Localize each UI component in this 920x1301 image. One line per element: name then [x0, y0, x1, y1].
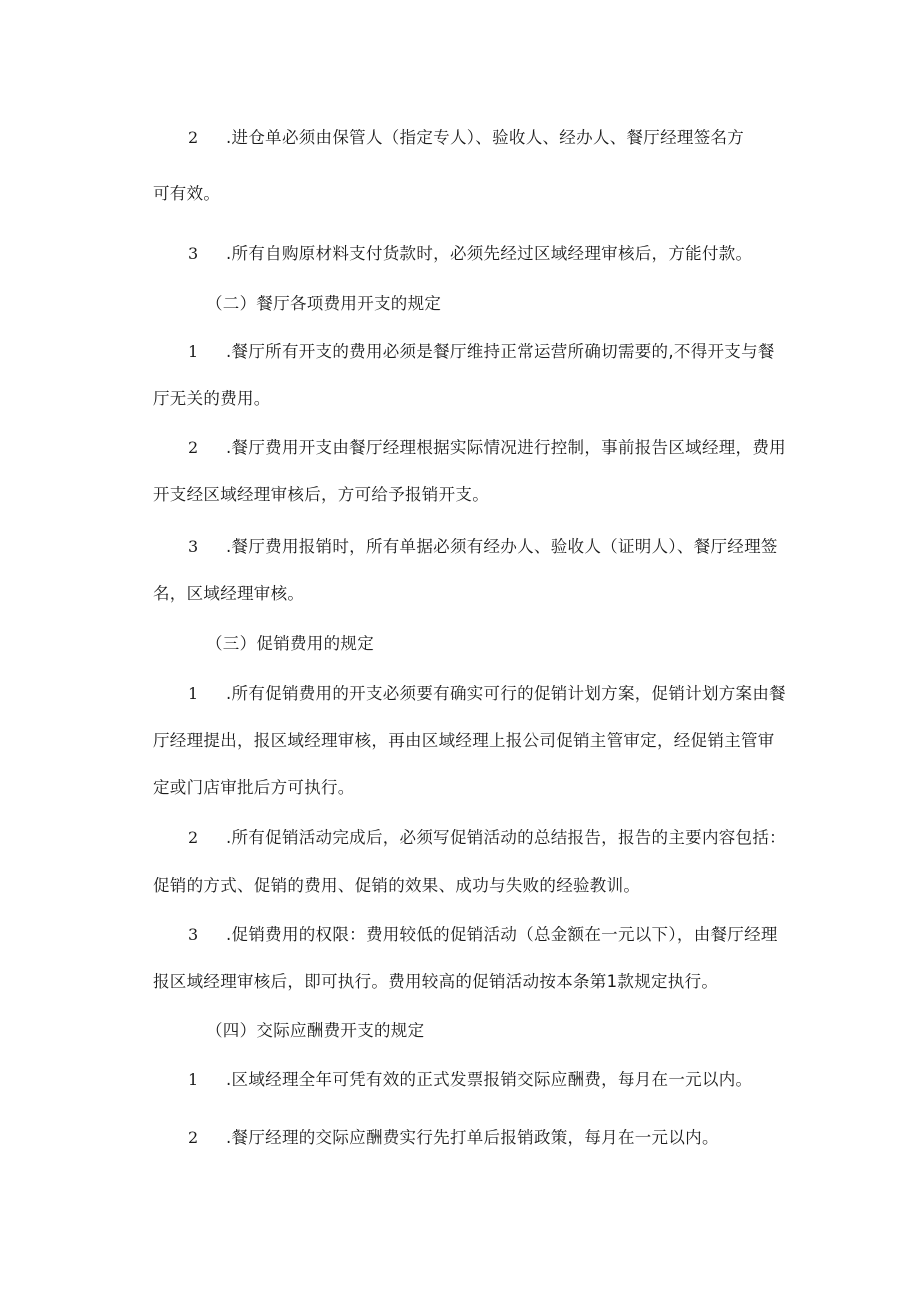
item-number: 2: [188, 128, 199, 147]
section-heading: [206, 294, 441, 314]
list-item-line: [188, 128, 744, 148]
section-heading: [206, 1021, 424, 1041]
continuation-line: [153, 876, 640, 896]
item-number: 3: [188, 925, 199, 944]
line-text: .进仓单必须由保管人（指定专人）、验收人、经办人、餐厅经理签名方: [226, 128, 745, 147]
list-item-line: [188, 684, 786, 704]
list-item-line: [188, 342, 775, 362]
line-text: .区域经理全年可凭有效的正式发票报销交际应酬费，每月在一元以内。: [226, 1070, 753, 1089]
continuation-line: [153, 584, 304, 604]
continuation-line: [153, 778, 355, 798]
continuation-line: [153, 389, 271, 409]
line-text: 开支经区域经理审核后，方可给予报销开支。: [153, 485, 489, 504]
heading-text: （二）餐厅各项费用开支的规定: [206, 294, 442, 313]
item-number: 1: [188, 1070, 199, 1089]
list-item-line: [188, 1070, 752, 1090]
heading-text: （三）促销费用的规定: [206, 634, 374, 653]
line-text: 厅经理提出，报区域经理审核，再由区域经理上报公司促销主管审定，经促销主管审: [153, 731, 775, 750]
list-item-line: [188, 828, 786, 848]
line-text: .所有促销费用的开支必须要有确实可行的促销计划方案，促销计划方案由餐: [226, 684, 786, 703]
list-item-line: [188, 244, 752, 264]
list-item-line: [188, 537, 778, 557]
item-number: 3: [188, 244, 199, 263]
line-text: 报区域经理审核后，即可执行。费用较高的促销活动按本条第1款规定执行。: [153, 972, 719, 991]
continuation-line: [153, 731, 775, 751]
line-text: 促销的方式、促销的费用、促销的效果、成功与失败的经验教训。: [153, 876, 641, 895]
continuation-line: [153, 184, 220, 204]
line-text: 定或门店审批后方可执行。: [153, 778, 355, 797]
item-number: 1: [188, 342, 199, 361]
item-number: 2: [188, 438, 199, 457]
line-text: .促销费用的权限：费用较低的促销活动（总金额在一元以下），由餐厅经理: [226, 925, 778, 944]
continuation-line: [153, 972, 718, 992]
item-number: 3: [188, 537, 199, 556]
list-item-line: [188, 438, 786, 458]
line-text: 厅无关的费用。: [153, 389, 271, 408]
heading-text: （四）交际应酬费开支的规定: [206, 1021, 425, 1040]
line-text: .餐厅经理的交际应酬费实行先打单后报销政策，每月在一元以内。: [226, 1128, 719, 1147]
line-text: .餐厅所有开支的费用必须是餐厅维持正常运营所确切需要的,不得开支与餐: [226, 342, 775, 361]
line-text: .餐厅费用报销时，所有单据必须有经办人、验收人（证明人）、餐厅经理签: [226, 537, 778, 556]
item-number: 2: [188, 1128, 199, 1147]
line-text: .所有自购原材料支付货款时，必须先经过区域经理审核后，方能付款。: [226, 244, 753, 263]
section-heading: [206, 634, 374, 654]
list-item-line: [188, 925, 778, 945]
line-text: .餐厅费用开支由餐厅经理根据实际情况进行控制，事前报告区域经理，费用: [226, 438, 786, 457]
line-text: 名，区域经理审核。: [153, 584, 305, 603]
list-item-line: [188, 1128, 719, 1148]
line-text: 可有效。: [153, 184, 221, 203]
item-number: 2: [188, 828, 199, 847]
continuation-line: [153, 485, 489, 505]
line-text: .所有促销活动完成后，必须写促销活动的总结报告，报告的主要内容包括：: [226, 828, 786, 847]
item-number: 1: [188, 684, 199, 703]
